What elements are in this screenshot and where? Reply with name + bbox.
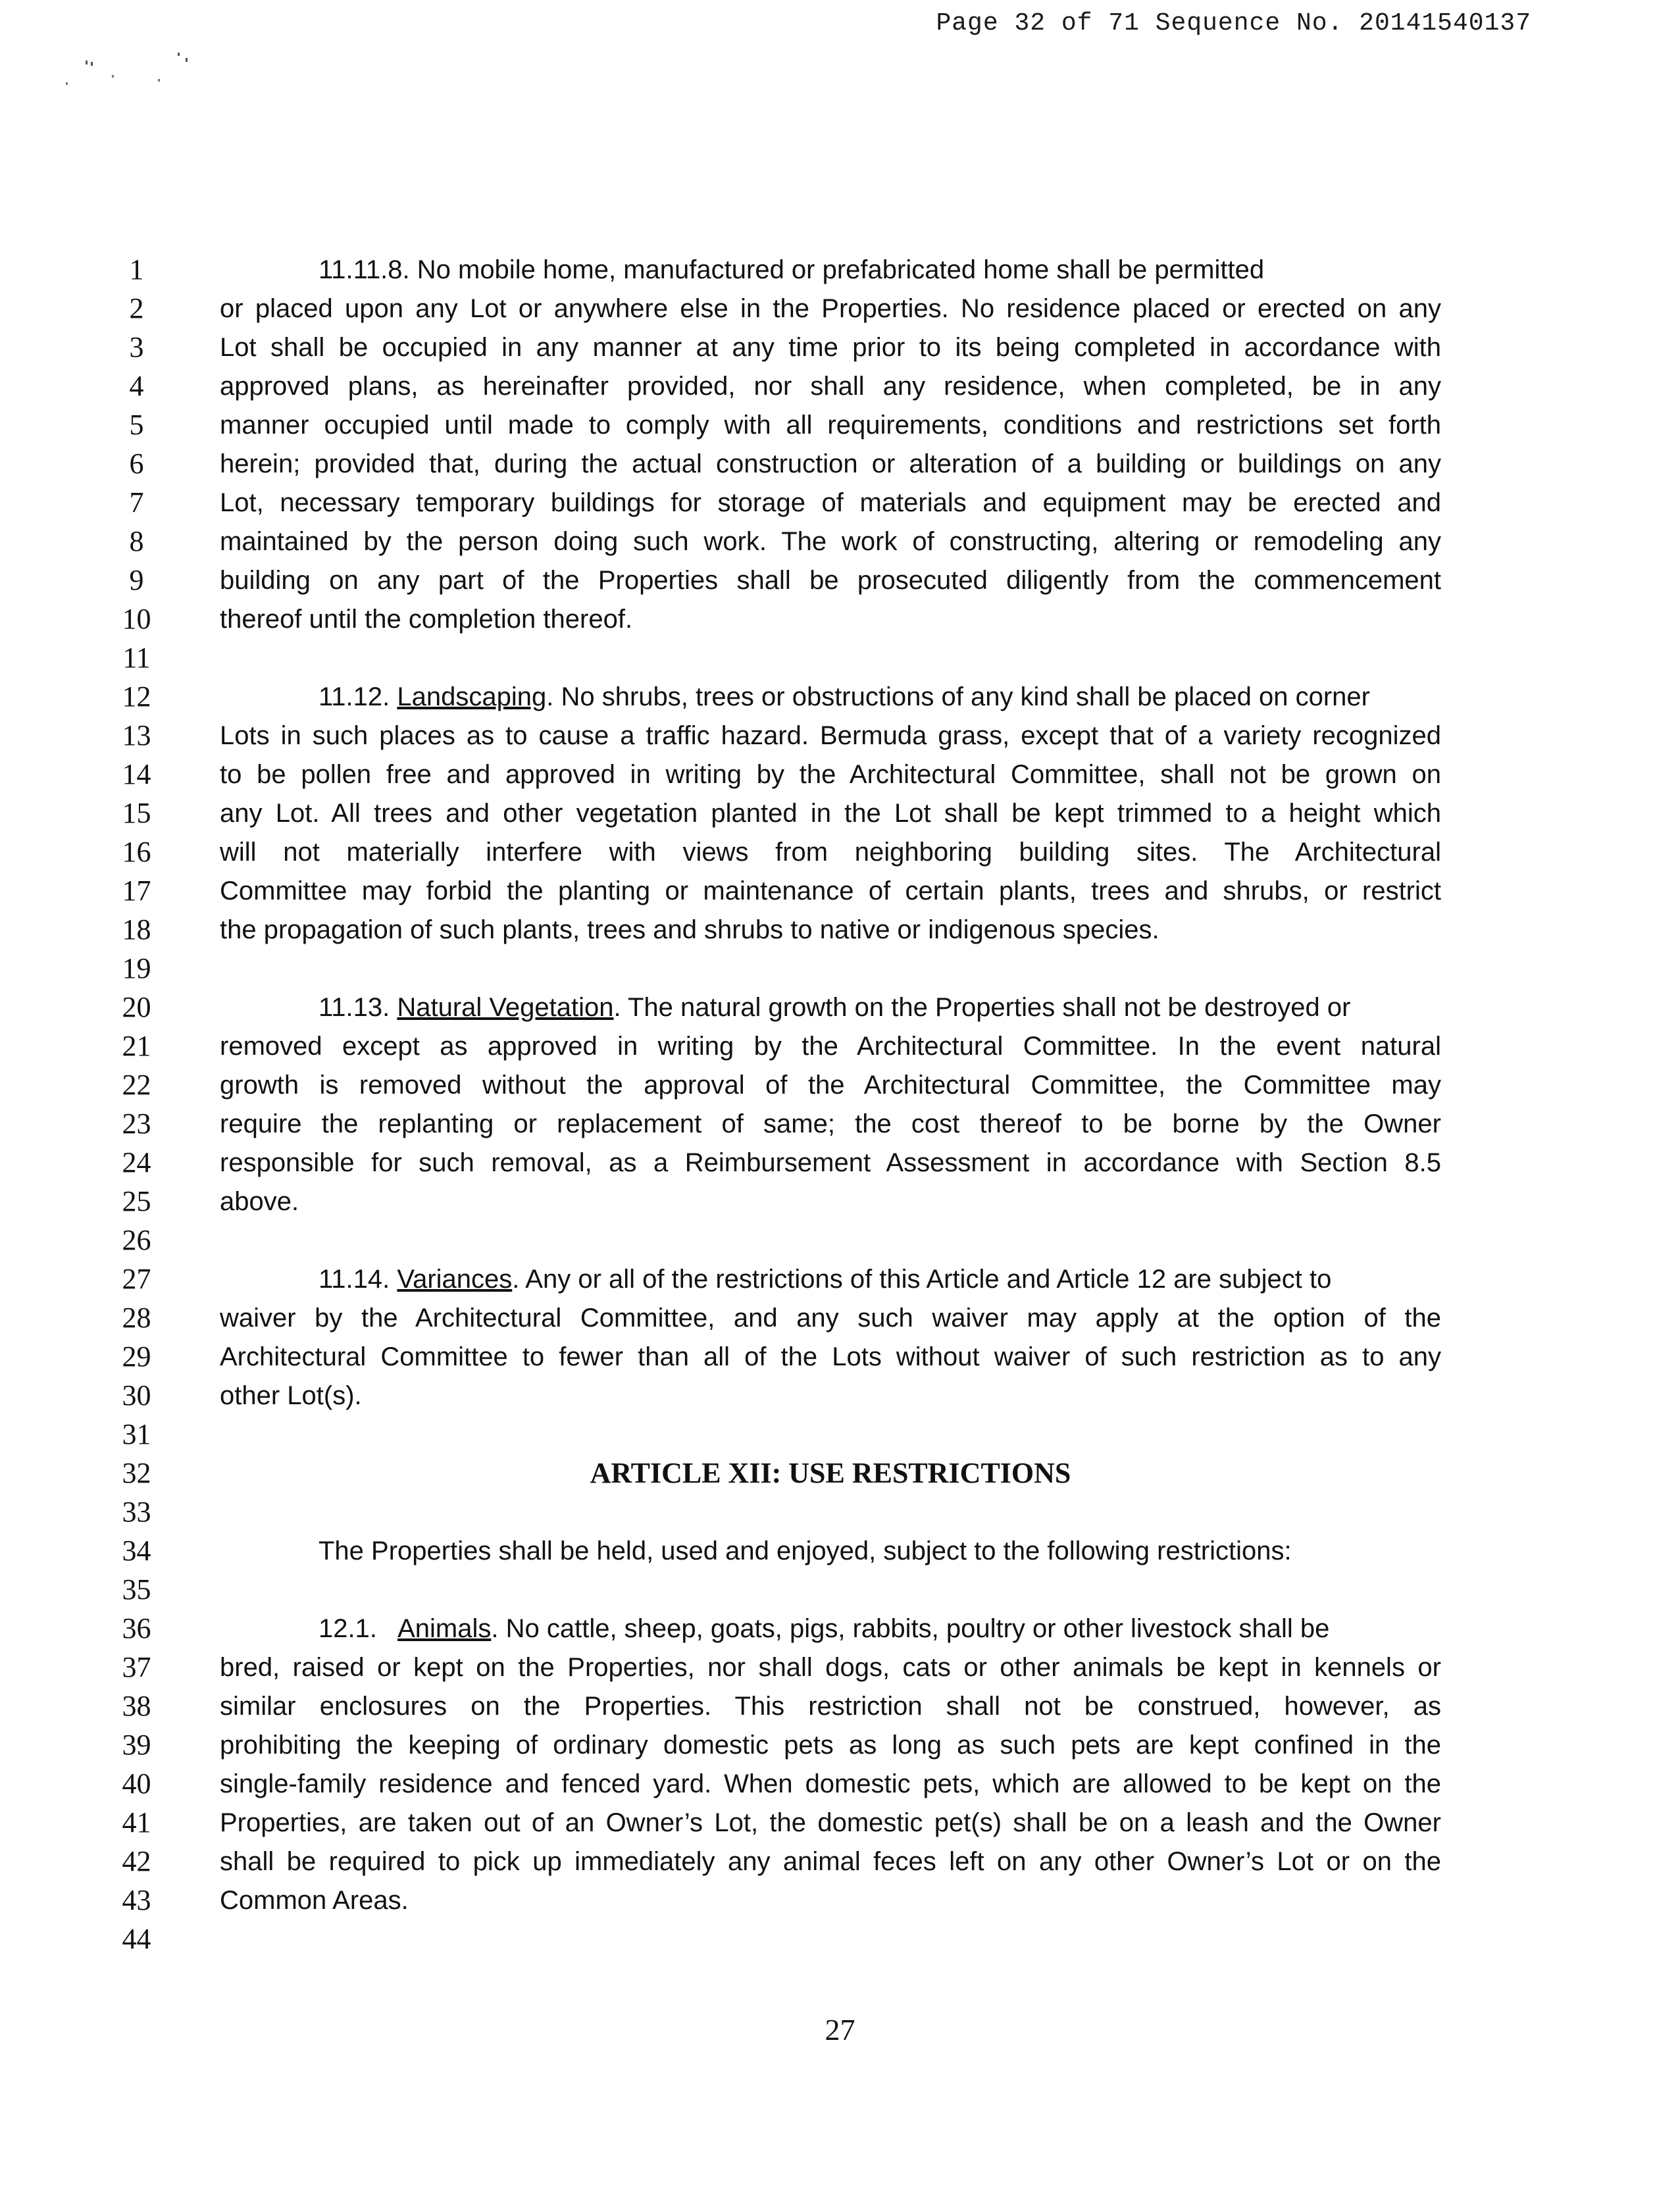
line-number: 4 [129,370,144,402]
line-number: 40 [122,1767,151,1800]
text-line-39: prohibiting the keeping of ordinary domestic pets as long as such pets are kept confined in the [220,1731,1441,1760]
text-line-6: herein; provided that, during the actual construction or alteration of a building or buildings on any [220,449,1441,478]
text-line-9: building on any part of the Properties shall be prosecuted diligently from the commencement [220,566,1441,595]
text-line-38: similar enclosures on the Properties. This restriction shall not be construed, however, as [220,1692,1441,1721]
text-line-42: shall be required to pick up immediately any animal feces left on any other Owner’s Lot or on the [220,1847,1441,1876]
article-heading: ARTICLE XII: USE RESTRICTIONS [590,1457,1071,1489]
line-number: 42 [122,1845,151,1877]
line-number: 15 [122,797,151,829]
line-number: 35 [122,1573,151,1606]
line-number: 28 [122,1302,151,1334]
line-number: 37 [122,1651,151,1683]
line-number: 30 [122,1379,151,1411]
line-number: 1 [129,253,144,286]
page-number: 27 [825,2013,855,2046]
section-title-natural-vegetation: Natural Vegetation [397,993,614,1022]
line-number: 41 [122,1806,151,1839]
text-line-8: maintained by the person doing such work. The work of constructing, altering or remodeling any [220,527,1441,556]
text-line-41: Properties, are taken out of an Owner’s Lot, the domestic pet(s) shall be on a leash and the Owner [220,1808,1441,1837]
line-number: 14 [122,758,151,790]
text-line-43: Common Areas. [220,1886,409,1915]
text-line-14: to be pollen free and approved in writing by the Architectural Committee, shall not be grown on [220,760,1441,789]
section-number: 12.1. [318,1614,398,1643]
text-line-16: will not materially interfere with views from neighboring building sites. The Architectural [220,838,1441,867]
scan-specks [39,46,211,99]
section-text: . No cattle, sheep, goats, pigs, rabbits, poultry or other livestock shall be [491,1614,1330,1643]
section-title-variances: Variances [397,1265,513,1294]
line-number: 3 [129,331,144,363]
line-number: 21 [122,1030,151,1062]
line-number: 34 [122,1535,151,1567]
text-line-23: require the replanting or replacement of same; the cost thereof to be borne by the Owner [220,1109,1441,1138]
line-number: 12 [122,680,151,713]
text-line-34: The Properties shall be held, used and enjoyed, subject to the following restrictions: [318,1536,1292,1565]
text-line-28: waiver by the Architectural Committee, and any such waiver may apply at the option of the [220,1304,1441,1333]
text-line-22: growth is removed without the approval of the Architectural Committee, the Committee may [220,1071,1441,1100]
text-line-5: manner occupied until made to comply with all requirements, conditions and restrictions set forth [220,411,1441,440]
line-number: 27 [122,1263,151,1295]
text-line-21: removed except as approved in writing by the Architectural Committee. In the event natural [220,1032,1441,1061]
line-number: 8 [129,525,144,557]
text-line-25: above. [220,1187,299,1216]
line-number: 33 [122,1496,151,1528]
line-number: 17 [122,875,151,907]
line-number: 10 [122,603,151,635]
line-number: 26 [122,1224,151,1256]
line-number: 7 [129,486,144,519]
text-line-37: bred, raised or kept on the Properties, nor shall dogs, cats or other animals be kept in kennels or [220,1653,1441,1682]
text-line-1: 11.11.8. No mobile home, manufactured or prefabricated home shall be permitted [318,255,1265,284]
line-number: 23 [122,1107,151,1140]
text-line-3: Lot shall be occupied in any manner at any time prior to its being completed in accordance with [220,333,1441,362]
line-number: 11 [122,642,151,674]
line-number: 9 [129,564,144,596]
section-11-12-heading-line [220,680,1441,713]
line-number: 13 [122,719,151,751]
section-text: . Any or all of the restrictions of this Article and Article 12 are subject to [512,1265,1332,1294]
text-line-4: approved plans, as hereinafter provided, nor shall any residence, when completed, be in any [220,372,1441,401]
section-text: . No shrubs, trees or obstructions of any kind shall be placed on corner [546,682,1370,711]
section-number: 11.14. [318,1265,397,1294]
text-line-7: Lot, necessary temporary buildings for storage of materials and equipment may be erected and [220,488,1441,517]
text-line-10: thereof until the completion thereof. [220,605,633,634]
line-number: 44 [122,1923,151,1955]
text-line-30: other Lot(s). [220,1381,362,1410]
text-line-40: single-family residence and fenced yard. When domestic pets, which are allowed to be kept on the [220,1769,1441,1798]
text-line-17: Committee may forbid the planting or maintenance of certain plants, trees and shrubs, or restrict [220,876,1441,905]
text-line-24: responsible for such removal, as a Reimbursement Assessment in accordance with Section 8.5 [220,1148,1441,1177]
section-number: 11.13. [318,993,397,1022]
text-line-13: Lots in such places as to cause a traffic hazard. Bermuda grass, except that of a variety recognized [220,721,1441,750]
line-number: 16 [122,836,151,868]
line-number: 2 [129,292,144,324]
line-number: 22 [122,1069,151,1101]
section-title-landscaping: Landscaping [397,682,547,711]
line-number: 6 [129,447,144,480]
text-line-2: or placed upon any Lot or anywhere else in the Properties. No residence placed or erected on any [220,294,1441,323]
line-number: 24 [122,1146,151,1179]
line-number: 38 [122,1690,151,1722]
line-number: 18 [122,913,151,946]
line-number: 25 [122,1185,151,1217]
line-number: 43 [122,1884,151,1916]
section-title-animals: Animals [397,1614,492,1643]
line-number: 19 [122,952,151,984]
section-number: 11.12. [318,682,397,711]
line-number: 29 [122,1340,151,1373]
line-number: 20 [122,991,151,1023]
section-12-1-heading-line [220,1612,1441,1645]
section-11-13-heading-line [220,991,1441,1024]
text-line-15: any Lot. All trees and other vegetation planted in the Lot shall be kept trimmed to a height which [220,799,1441,828]
line-number: 39 [122,1729,151,1761]
section-text: . The natural growth on the Properties shall not be destroyed or [613,993,1351,1022]
line-number: 36 [122,1612,151,1644]
line-number: 5 [129,409,144,441]
text-line-29: Architectural Committee to fewer than all of the Lots without waiver of such restriction as to any [220,1342,1441,1371]
text-line-18: the propagation of such plants, trees and shrubs to native or indigenous species. [220,915,1159,944]
section-11-14-heading-line [220,1263,1441,1296]
line-number: 31 [122,1418,151,1450]
page-header: Page 32 of 71 Sequence No. 20141540137 [936,9,1531,38]
line-number: 32 [122,1457,151,1489]
